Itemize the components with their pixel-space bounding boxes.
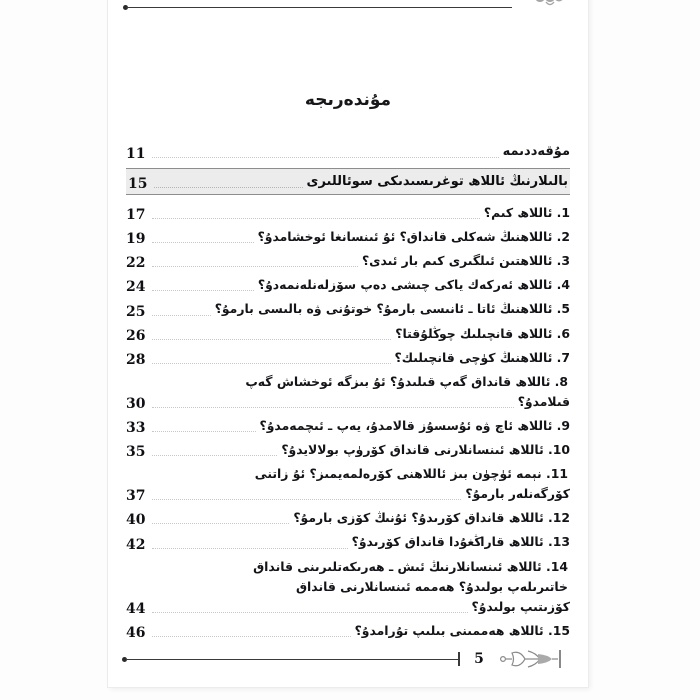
dotted-leader <box>152 548 348 549</box>
toc-entry[interactable] <box>126 250 570 272</box>
toc-entry-last-line <box>126 392 570 412</box>
dotted-leader <box>152 363 391 364</box>
toc-entry-text-line: كۆرگەنلەر بارمۇ؟ <box>465 486 570 502</box>
toc-entry-text-line: 11. نېمە ئۈچۈن بىز ئاللاھنى كۆرەلمەيمىز؟ ئۇ زاتنى <box>254 466 568 482</box>
dotted-leader <box>152 157 499 158</box>
toc-entry-text-line: 5. ئاللاھنىڭ ئاتا ـ ئانىسى بارمۇ؟ خوتۇنى ۋە بالىسى بارمۇ؟ <box>214 301 570 317</box>
dotted-leader <box>152 523 289 524</box>
dotted-leader <box>152 499 461 500</box>
toc-entry[interactable] <box>126 347 570 369</box>
toc-entry[interactable] <box>126 507 570 529</box>
toc-entry[interactable] <box>126 439 570 461</box>
toc-entry[interactable] <box>126 620 570 642</box>
toc-entry-page-number: 24 <box>126 279 146 296</box>
toc-entry[interactable] <box>126 463 570 505</box>
toc-entry[interactable] <box>126 140 570 163</box>
toc-entry[interactable] <box>126 371 570 413</box>
page-footer <box>108 641 588 675</box>
document-page <box>108 0 588 687</box>
toc-entry-list <box>126 140 570 642</box>
page-number: 5 <box>474 651 484 667</box>
toc-entry[interactable] <box>126 323 570 345</box>
dotted-leader <box>152 242 254 243</box>
toc-entry-page-number: 26 <box>126 327 146 344</box>
toc-entry-text-line: خاتىرىلەپ بولىدۇ؟ ھەممە ئىنسانلارنى قانداق <box>295 578 568 594</box>
toc-entry[interactable] <box>126 202 570 224</box>
dotted-leader <box>152 315 211 316</box>
toc-entry-page-number: 37 <box>126 488 146 505</box>
header-rule <box>126 7 512 8</box>
dotted-leader <box>152 290 254 291</box>
footer-rule <box>126 659 458 660</box>
toc-entry-page-number: 28 <box>126 351 146 368</box>
toc-entry[interactable] <box>126 531 570 553</box>
toc-entry-last-line <box>126 484 570 504</box>
toc-section-header[interactable] <box>126 168 570 195</box>
toc-entry-text-line: 14. ئاللاھ ئىنسانلارنىڭ ئىش ـ ھەرىكەتلىرىنى قانداق <box>253 558 568 574</box>
dotted-leader <box>152 612 468 613</box>
dotted-leader <box>152 431 256 432</box>
dotted-leader <box>152 218 480 219</box>
page-title: مۇندەرىجە <box>304 90 392 110</box>
toc-entry-text-line: 1. ئاللاھ كىم؟ <box>483 205 570 221</box>
toc-entry-text-line: مۇقەددىمە <box>502 144 570 159</box>
arrow-leaf-ornament-icon <box>498 647 568 671</box>
toc-entry-page-number: 40 <box>126 512 146 529</box>
toc-entry-page-number: 15 <box>128 176 148 193</box>
toc-entry-page-number: 22 <box>126 255 146 272</box>
toc-entry[interactable] <box>126 274 570 296</box>
toc-entry-text-line: 13. ئاللاھ قاراڭغۇدا قانداق كۆرىدۇ؟ <box>351 534 570 550</box>
footer-rule-cap <box>458 652 460 666</box>
toc-entry-page-number: 17 <box>126 207 146 224</box>
toc-entry[interactable] <box>126 226 570 248</box>
toc-entry-page-number: 46 <box>126 624 146 641</box>
toc-entry-text-line: بالىلارنىڭ ئاللاھ توغرىسىدىكى سوئاللىرى <box>306 174 568 190</box>
toc-entry-text-line: 3. ئاللاھتىن ئىلگىرى كىم بار ئىدى؟ <box>361 253 570 269</box>
page-header <box>108 0 588 20</box>
dotted-leader <box>152 636 351 637</box>
floral-ornament-icon <box>528 0 570 7</box>
toc-body <box>108 24 588 641</box>
toc-entry-page-number: 42 <box>126 536 146 553</box>
toc-entry-text-line: 4. ئاللاھ ئەركەك ياكى چىشى دەپ سۆزلەنلەنمەدۇ؟ <box>257 277 570 293</box>
toc-entry[interactable] <box>126 556 570 618</box>
dotted-leader <box>152 407 514 408</box>
toc-entry-text-line: 9. ئاللاھ ئاچ ۋە ئۇسسۇز قالامدۇ، يەپ ـ ئىچمەمدۇ؟ <box>259 417 570 433</box>
dotted-leader <box>152 266 358 267</box>
toc-entry[interactable] <box>126 415 570 437</box>
toc-entry-text-line: 7. ئاللاھنىڭ كۈچى قانچىلىك؟ <box>394 349 570 365</box>
toc-entry-page-number: 19 <box>126 231 146 248</box>
toc-entry-page-number: 35 <box>126 444 146 461</box>
toc-entry-text-line: 2. ئاللاھنىڭ شەكلى قانداق؟ ئۇ ئىنسانغا ئوخشامدۇ؟ <box>257 229 570 245</box>
toc-entry-page-number: 30 <box>126 395 146 412</box>
dotted-leader <box>154 187 303 188</box>
toc-entry-text-line: 15. ئاللاھ ھەممىنى بىلىپ تۇرامدۇ؟ <box>354 622 570 638</box>
toc-entry-text-line: قىلامدۇ؟ <box>517 393 570 409</box>
toc-entry-text-line: 6. ئاللاھ قانچىلىك چوڭلۇقتا؟ <box>395 325 570 341</box>
toc-entry-text-line: 12. ئاللاھ قانداق كۆرىدۇ؟ ئۇنىڭ كۆزى بارمۇ؟ <box>293 510 570 526</box>
toc-entry-page-number: 11 <box>126 146 146 163</box>
dotted-leader <box>152 339 391 340</box>
toc-entry-page-number: 25 <box>126 303 146 320</box>
toc-entry-text-line: كۆزىتىپ بولىدۇ؟ <box>471 598 570 614</box>
toc-entry[interactable] <box>126 298 570 320</box>
toc-entry-last-line <box>126 597 570 617</box>
toc-entry-page-number: 44 <box>126 600 146 617</box>
toc-entry-text-line: 10. ئاللاھ ئىنسانلارنى قانداق كۆرۈپ بولالايدۇ؟ <box>281 442 570 458</box>
dotted-leader <box>152 455 277 456</box>
toc-entry-page-number: 33 <box>126 420 146 437</box>
toc-entry-text-line: 8. ئاللاھ قانداق گەپ قىلىدۇ؟ ئۇ بىزگە ئوخشاش گەپ <box>245 373 568 389</box>
